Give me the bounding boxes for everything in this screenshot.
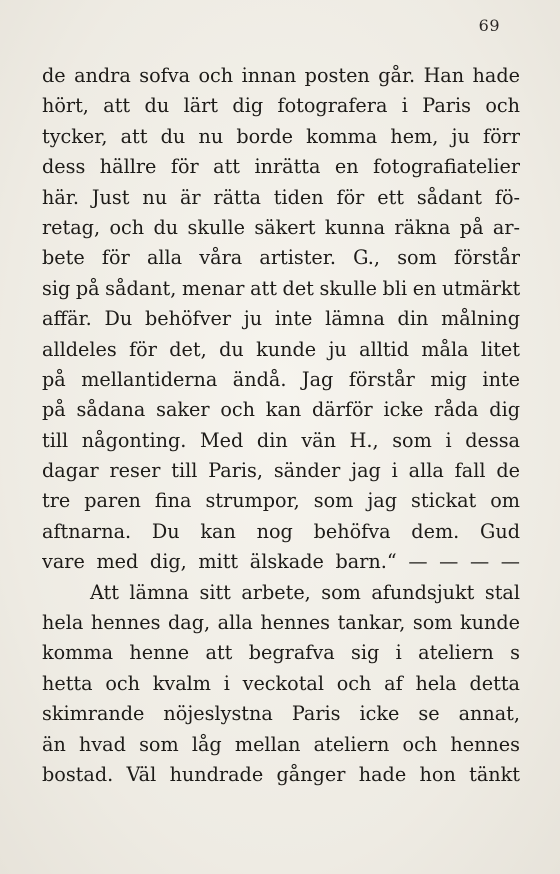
text-line-13: till någonting. Med din vän H., som i dessa bbox=[42, 428, 520, 452]
text-line-2: hört, att du lärt dig fotografera i Paris och bbox=[42, 94, 520, 118]
text-line-1: de andra sofva och innan posten går. Han hade bbox=[42, 64, 520, 87]
text-line-9: affär. Du behöfver ju inte lämna din målning bbox=[42, 307, 520, 331]
text-line-19: hela hennes dag, alla hennes tankar, som kunde bbox=[42, 611, 520, 635]
text-line-17: vare med dig, mitt älskade barn.“ — — — — bbox=[42, 550, 520, 574]
text-line-12: på sådana saker och kan därför icke råda dig bbox=[42, 398, 520, 422]
text-line-5: här. Just nu är rätta tiden för ett sådant fö- bbox=[42, 185, 520, 209]
text-line-3: tycker, att du nu borde komma hem, ju förr bbox=[42, 124, 520, 148]
text-line-20: komma henne att begrafva sig i ateliern s bbox=[42, 641, 520, 665]
text-line-6: retag, och du skulle säkert kunna räkna på ar- bbox=[42, 215, 520, 239]
text-line-21: hetta och kvalm i veckotal och af hela detta bbox=[42, 671, 520, 695]
text-line-15: tre paren fina strumpor, som jag stickat om bbox=[42, 489, 520, 513]
text-line-10: alldeles för det, du kunde ju alltid måla litet bbox=[42, 337, 520, 361]
text-line-24: bostad. Väl hundrade gånger hade hon tänkt bbox=[42, 762, 520, 786]
text-line-8: sig på sådant, menar att det skulle bli en utmärkt bbox=[42, 276, 520, 300]
body-text bbox=[42, 61, 520, 790]
text-line-4: dess hällre för att inrätta en fotografiatelier bbox=[42, 155, 520, 179]
text-line-14: dagar reser till Paris, sänder jag i alla fall de bbox=[42, 459, 520, 483]
text-line-7: bete för alla våra artister. G., som förstår bbox=[42, 246, 520, 270]
text-line-11: på mellantiderna ändå. Jag förstår mig inte bbox=[42, 367, 520, 391]
text-line-18: Att lämna sitt arbete, som afundsjukt stal bbox=[90, 580, 520, 604]
page-number: 69 bbox=[478, 16, 500, 35]
text-line-22: skimrande nöjeslystna Paris icke se annat, bbox=[42, 702, 520, 726]
text-line-16: aftnarna. Du kan nog behöfva dem. Gud bbox=[42, 519, 520, 543]
text-line-23: än hvad som låg mellan ateliern och hennes bbox=[42, 732, 520, 756]
